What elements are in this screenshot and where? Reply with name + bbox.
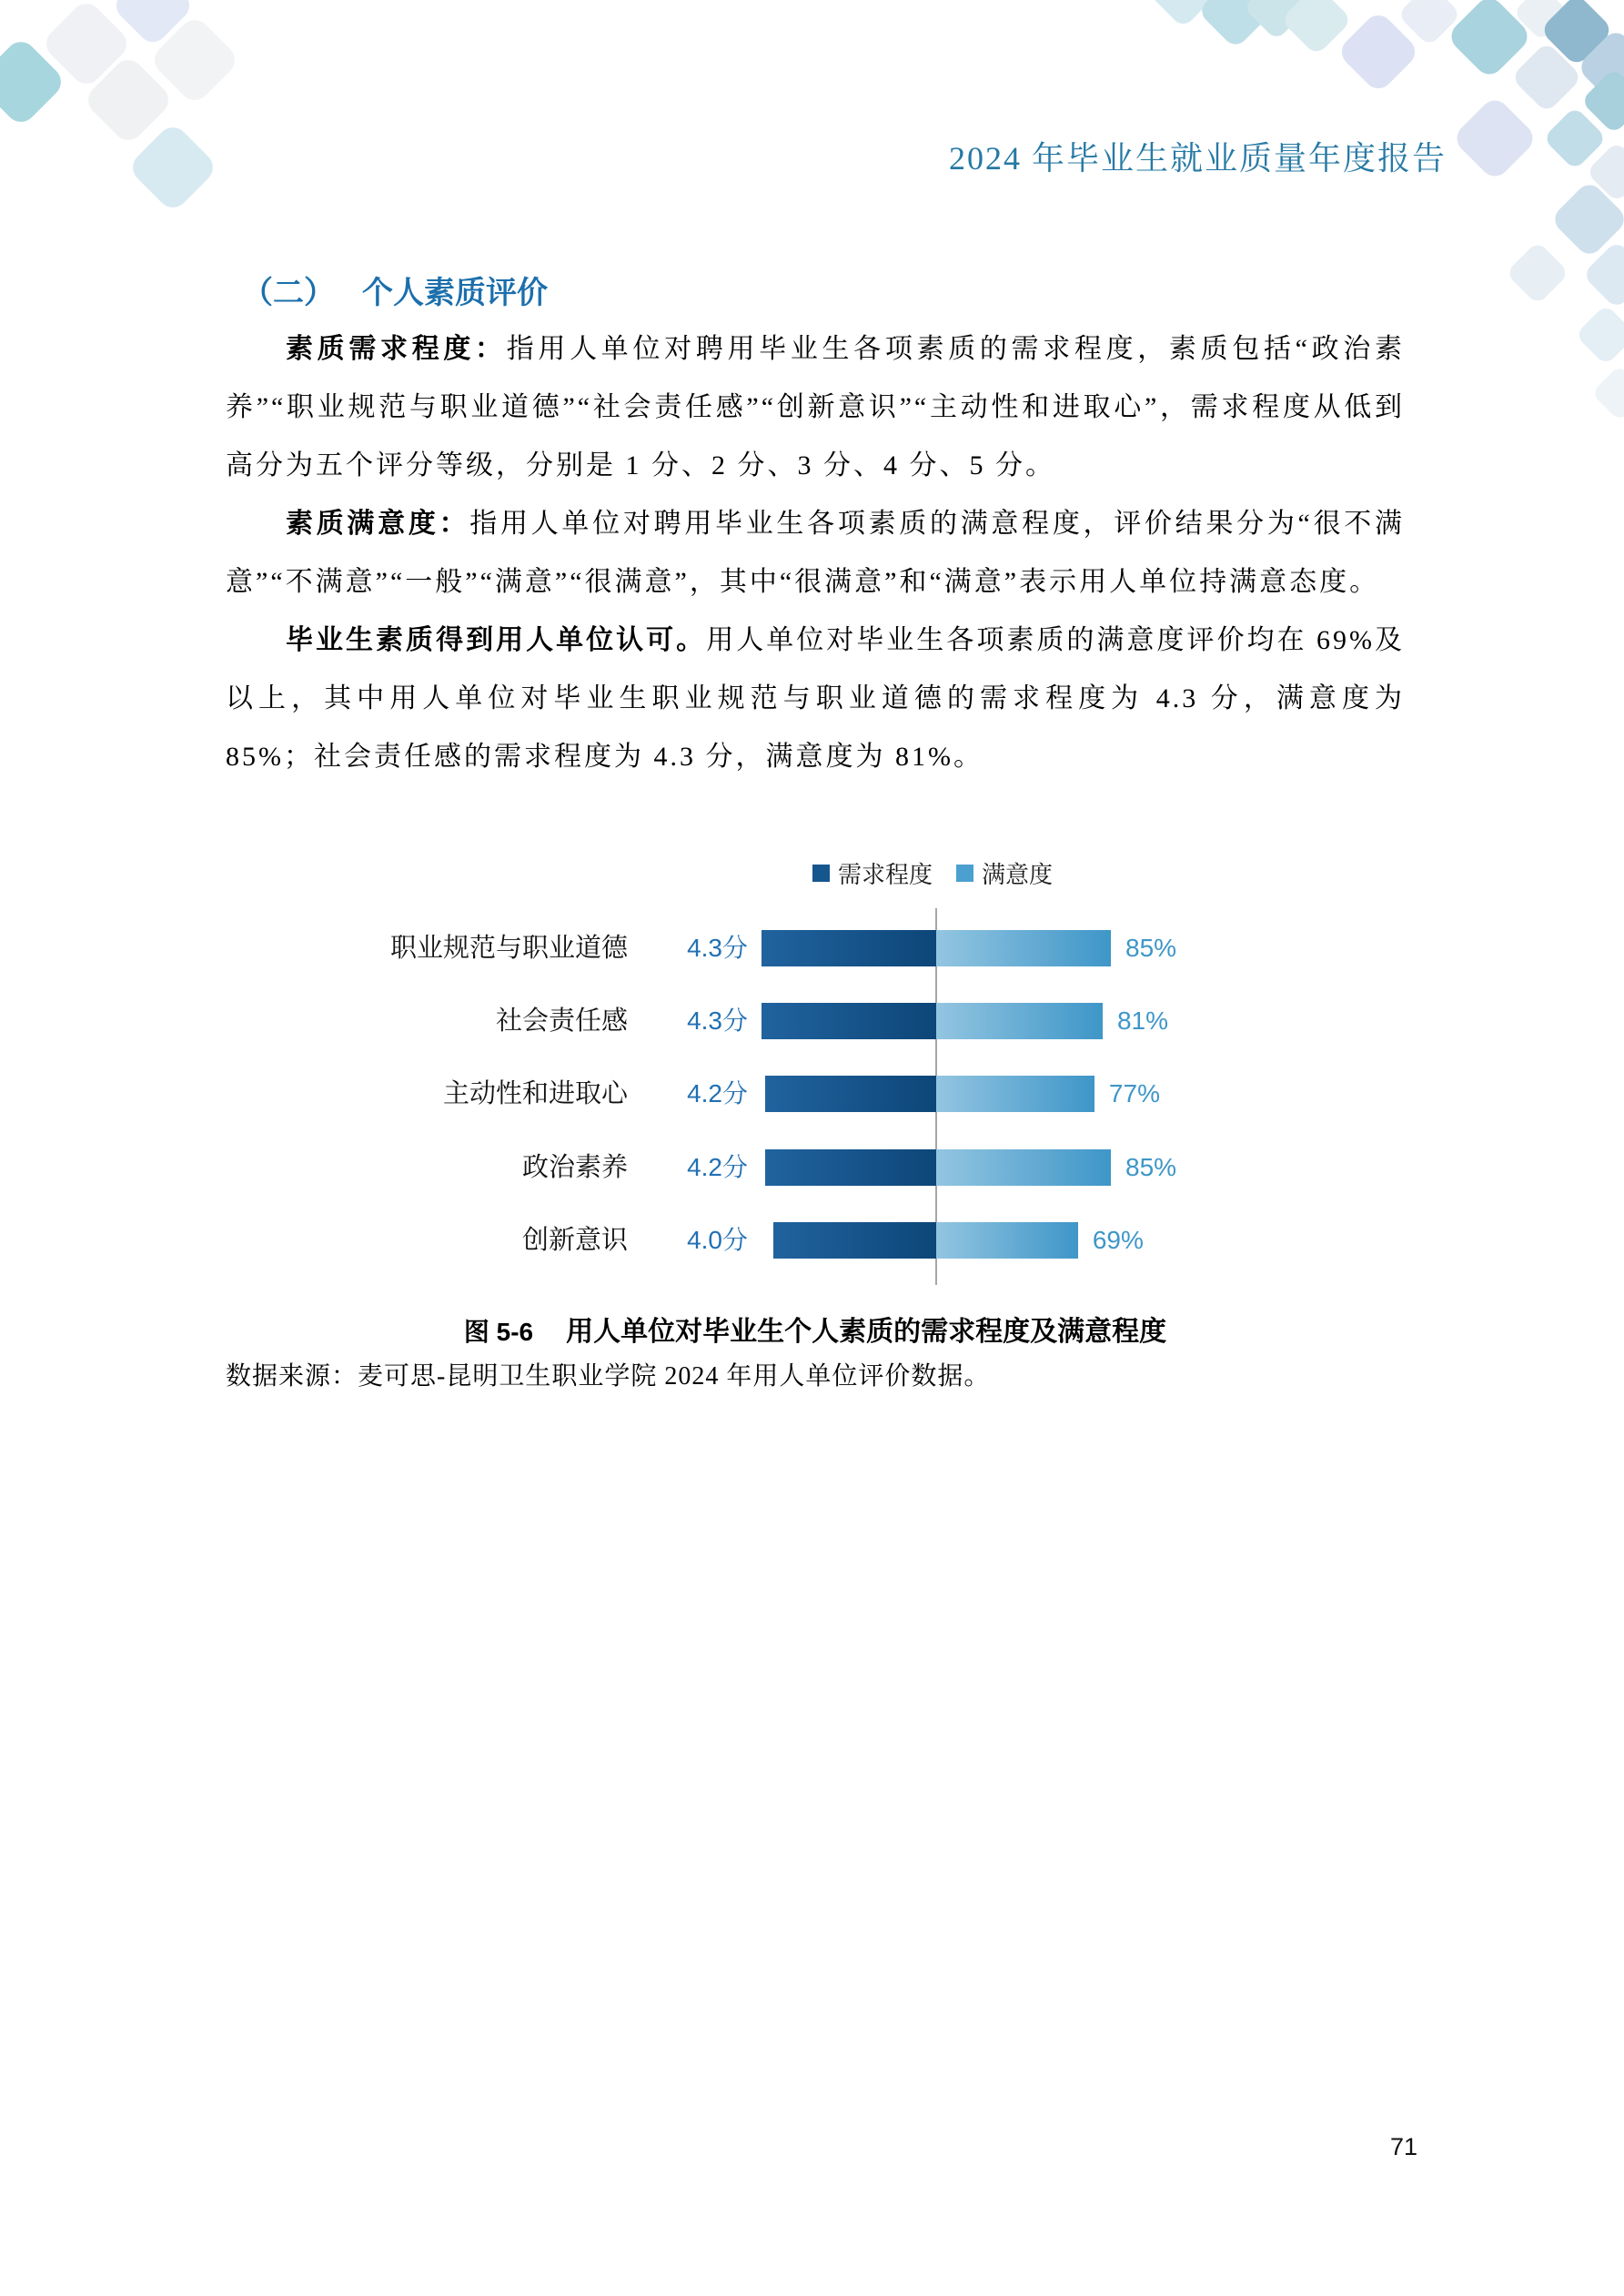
legend-label-demand: 需求程度: [838, 861, 933, 888]
body-text: [226, 320, 1405, 786]
satisfaction-value-label: 77%: [1108, 1079, 1160, 1108]
demand-bar: [773, 1222, 936, 1259]
paragraph-lead: 毕业生素质得到用人单位认可。: [286, 625, 707, 655]
satisfaction-value-label: 69%: [1092, 1226, 1144, 1254]
section-heading-title: 个人素质评价: [362, 277, 548, 310]
demand-bar: [765, 1149, 936, 1186]
legend-label-satisfaction: 满意度: [982, 861, 1054, 888]
satisfaction-value-label: 85%: [1125, 1153, 1177, 1181]
figure-title: 用人单位对毕业生个人素质的需求程度及满意程度: [566, 1317, 1167, 1347]
satisfaction-bar: [936, 930, 1111, 966]
paragraph-body: 指用人单位对聘用毕业生各项素质的满意程度，评价结果分为“很不满意”“不满意”“一般”“满意”“很满意”，其中“很满意”和“满意”表示用人单位持满意态度。: [226, 509, 1405, 597]
demand-value-label: 4.3分: [687, 1006, 748, 1035]
paragraph-lead: 素质需求程度：: [286, 334, 507, 364]
section-heading-index: （二）: [242, 277, 335, 310]
category-label: 创新意识: [521, 1226, 628, 1255]
demand-bar: [762, 930, 936, 966]
satisfaction-bar: [936, 1076, 1094, 1112]
paragraph-body: 用人单位对毕业生各项素质的满意度评价均在 69%及以上，其中用人单位对毕业生职业规范与职业道德的需求程度为 4.3 分，满意度为 85%；社会责任感的需求程度为 4.3 分，满意度为 81%。: [226, 625, 1405, 772]
figure-label: 图 5-6: [463, 1318, 534, 1346]
satisfaction-value-label: 85%: [1125, 934, 1177, 962]
paragraph-lead: 素质满意度：: [286, 509, 470, 539]
satisfaction-bar: [936, 1149, 1111, 1186]
decor-diamond: [126, 121, 219, 214]
paragraph: [226, 320, 1405, 495]
demand-value-label: 4.3分: [687, 934, 748, 962]
category-label: 主动性和进取心: [442, 1079, 628, 1108]
demand-value-label: 4.2分: [687, 1153, 748, 1181]
satisfaction-value-label: 81%: [1116, 1006, 1168, 1035]
legend-swatch-demand: [812, 865, 830, 882]
chart-legend: [812, 857, 1053, 888]
demand-bar: [765, 1076, 936, 1112]
section-heading: [242, 268, 548, 312]
satisfaction-bar: [936, 1003, 1103, 1039]
figure-caption: [226, 1309, 1405, 1349]
decor-diamond: [1506, 241, 1570, 306]
satisfaction-bar: [936, 1222, 1078, 1259]
report-header-title: 2024 年毕业生就业质量年度报告: [948, 140, 1447, 177]
legend-item-demand: [812, 856, 933, 890]
demand-value-label: 4.0分: [687, 1226, 748, 1254]
paragraph-body: 指用人单位对聘用毕业生各项素质的需求程度，素质包括“政治素养”“职业规范与职业道德”“社会责任感”“创新意识”“主动性和进取心”，需求程度从低到高分为五个评分等级，分别是 1 分、2 分、3 分、4 分、5 分。: [226, 334, 1405, 480]
paragraph: [226, 612, 1405, 786]
category-label: 社会责任感: [495, 1006, 628, 1036]
legend-swatch-satisfaction: [956, 865, 973, 882]
category-label: 职业规范与职业道德: [389, 934, 628, 963]
decor-diamond: [1451, 95, 1538, 182]
page-number: 71: [1390, 2133, 1418, 2160]
paragraph: [226, 495, 1405, 612]
demand-value-label: 4.2分: [687, 1079, 748, 1108]
category-label: 政治素养: [521, 1153, 628, 1182]
demand-bar: [762, 1003, 936, 1039]
decor-diamond: [1591, 365, 1624, 421]
decor-diamond: [1575, 304, 1624, 366]
legend-item-satisfaction: [956, 856, 1053, 890]
data-source-note: 数据来源：麦可思-昆明卫生职业学院 2024 年用人单位评价数据。: [226, 1362, 991, 1391]
